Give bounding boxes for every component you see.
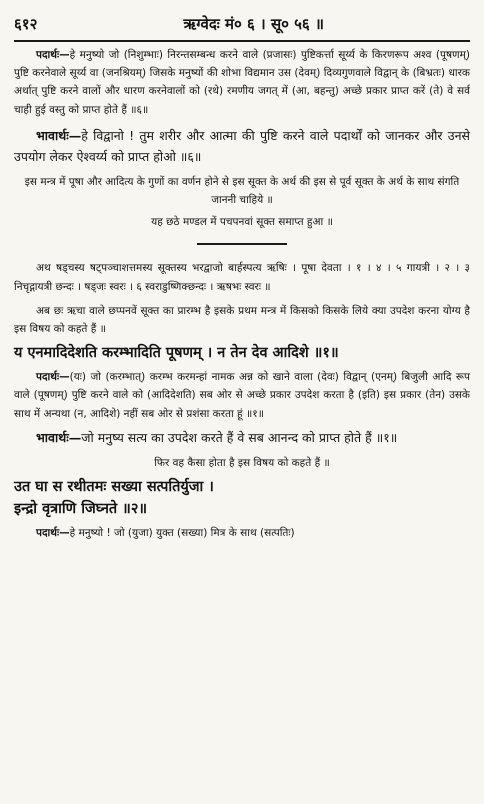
padartha-label: पदार्थः— (36, 49, 70, 61)
page-number: ६१२ (14, 15, 38, 33)
next-mantra-intro: फिर वह कैसा होता है इस विषय को कहते हैं ॥ (154, 456, 330, 469)
bhavartha-label: भावार्थः— (36, 429, 82, 445)
bhavartha-text: जो मनुष्य सत्य का उपदेश करते हैं वे सब आनन्द को प्राप्त होते हैं ॥१॥ (81, 429, 398, 445)
sukta-intro: अब छः ऋचा वाले छप्पनवें सूक्त का प्रारम्भ है इसके प्रथम मन्त्र में किसको किसके लिये क्या उपदेश करना योग्य है इस विषय को कहते हैं ॥ (14, 304, 470, 336)
bhavartha-paragraph-1 (14, 427, 470, 448)
section-divider (197, 243, 287, 245)
running-title: ऋग्वेदः मं० ६ । सू० ५६ ॥ (183, 15, 324, 33)
padartha-paragraph-2 (14, 524, 470, 542)
mantra-2-line-2: इन्द्रो वृत्राणि जिघ्नते ॥२॥ (14, 501, 148, 518)
page-header (14, 14, 470, 34)
padartha-paragraph-6 (14, 46, 470, 119)
padartha-text: हे मनुष्यो ! जो (युजा) युक्त (सख्या) मित्र के साथ (सत्पतिः) (69, 527, 295, 540)
padartha-label: पदार्थः— (36, 371, 70, 384)
bhavartha-paragraph-6 (14, 125, 470, 167)
mantra-1: य एनमादिदेशति करम्भादिति पूषणम् । न तेन देव आदिशे ॥१॥ (14, 345, 339, 362)
sangati-note: इस मन्त्र में पूषा और आदित्य के गुणों का वर्णन होने से इस सूक्त के अर्थ की इस से पूर्व सूक्त के अर्थ के साथ संगति जाननी चाहिये ॥ (24, 175, 460, 207)
padartha-text: हे मनुष्यो जो (निशुम्भाः) निरन्तसम्बन्ध करने वाले (प्रजासः) पुष्टिकर्त्ता सूर्य्य के किरणरूप अश्व (पूषणम्) पुष्टि करनेवाले सूर्य्य वा (जनश्रियम्) जिसके मनुष्यों की शोभा विद्यमान उस (देवम्) दिव्यगुणवाले विद्वान् के (बिभ्रतः) धारक अर्थात् पुष्टि करने वालों और धारण करनेवालों को (रथे) रमणीय जगत् में (आ, बहन्तु) अच्छे प्रकार प्राप्त करें (ते) वे सर्व चाही हुई वस्तु को प्राप्त होते हैं ॥६॥ (14, 49, 470, 116)
mantra-2-line-1: उत घा स रथीतमः सख्या सत्पतिर्युजा । (14, 479, 214, 496)
rishi-devata-line: अथ षड्चस्य षट्पञ्चाशत्तमस्य सूक्तस्य भरद्वाजो बार्हस्पत्य ऋषिः । पूषा देवता । १ । ४ । ५ गायत्री । २ । ३ निचृद्गायत्री छन्दः । षड्जः स्वरः । ६ स्वराडुष्णिक्छन्दः । ऋषभः स्वरः ॥ (14, 262, 470, 293)
padartha-paragraph-1 (14, 368, 470, 423)
padartha-text: (यः) जो (करम्भात्) करम्भ करमन्हां नामक अन्न को खाने वाला (देवः) विद्वान् (एनम्) बिजुली आदि रूप वाले (पूषणम्) पुष्टि करने वाले को (आदिदेशति) सब ओर से अच्छे प्रकार उपदेश करता है (इति) इस प्रकार (तेन) उसके साथ में अन्यथा (न, आदिशे) नहीं सब ओर से प्रशंसा करता हूं ॥१॥ (14, 371, 470, 420)
sukta-closing: यह छठे मण्डल में पचपनवां सूक्त समाप्त हुआ ॥ (151, 216, 333, 229)
header-rule (14, 40, 470, 42)
bhavartha-label: भावार्थः— (36, 127, 82, 143)
bhavartha-text: हे विद्वानो ! तुम शरीर और आत्मा की पुष्टि करने वाले पदार्थों को जानकर और उनसे उपयोग लेकर ऐश्वर्य्य को प्राप्त होओ ॥६॥ (14, 127, 470, 164)
padartha-label: पदार्थः— (36, 527, 70, 540)
